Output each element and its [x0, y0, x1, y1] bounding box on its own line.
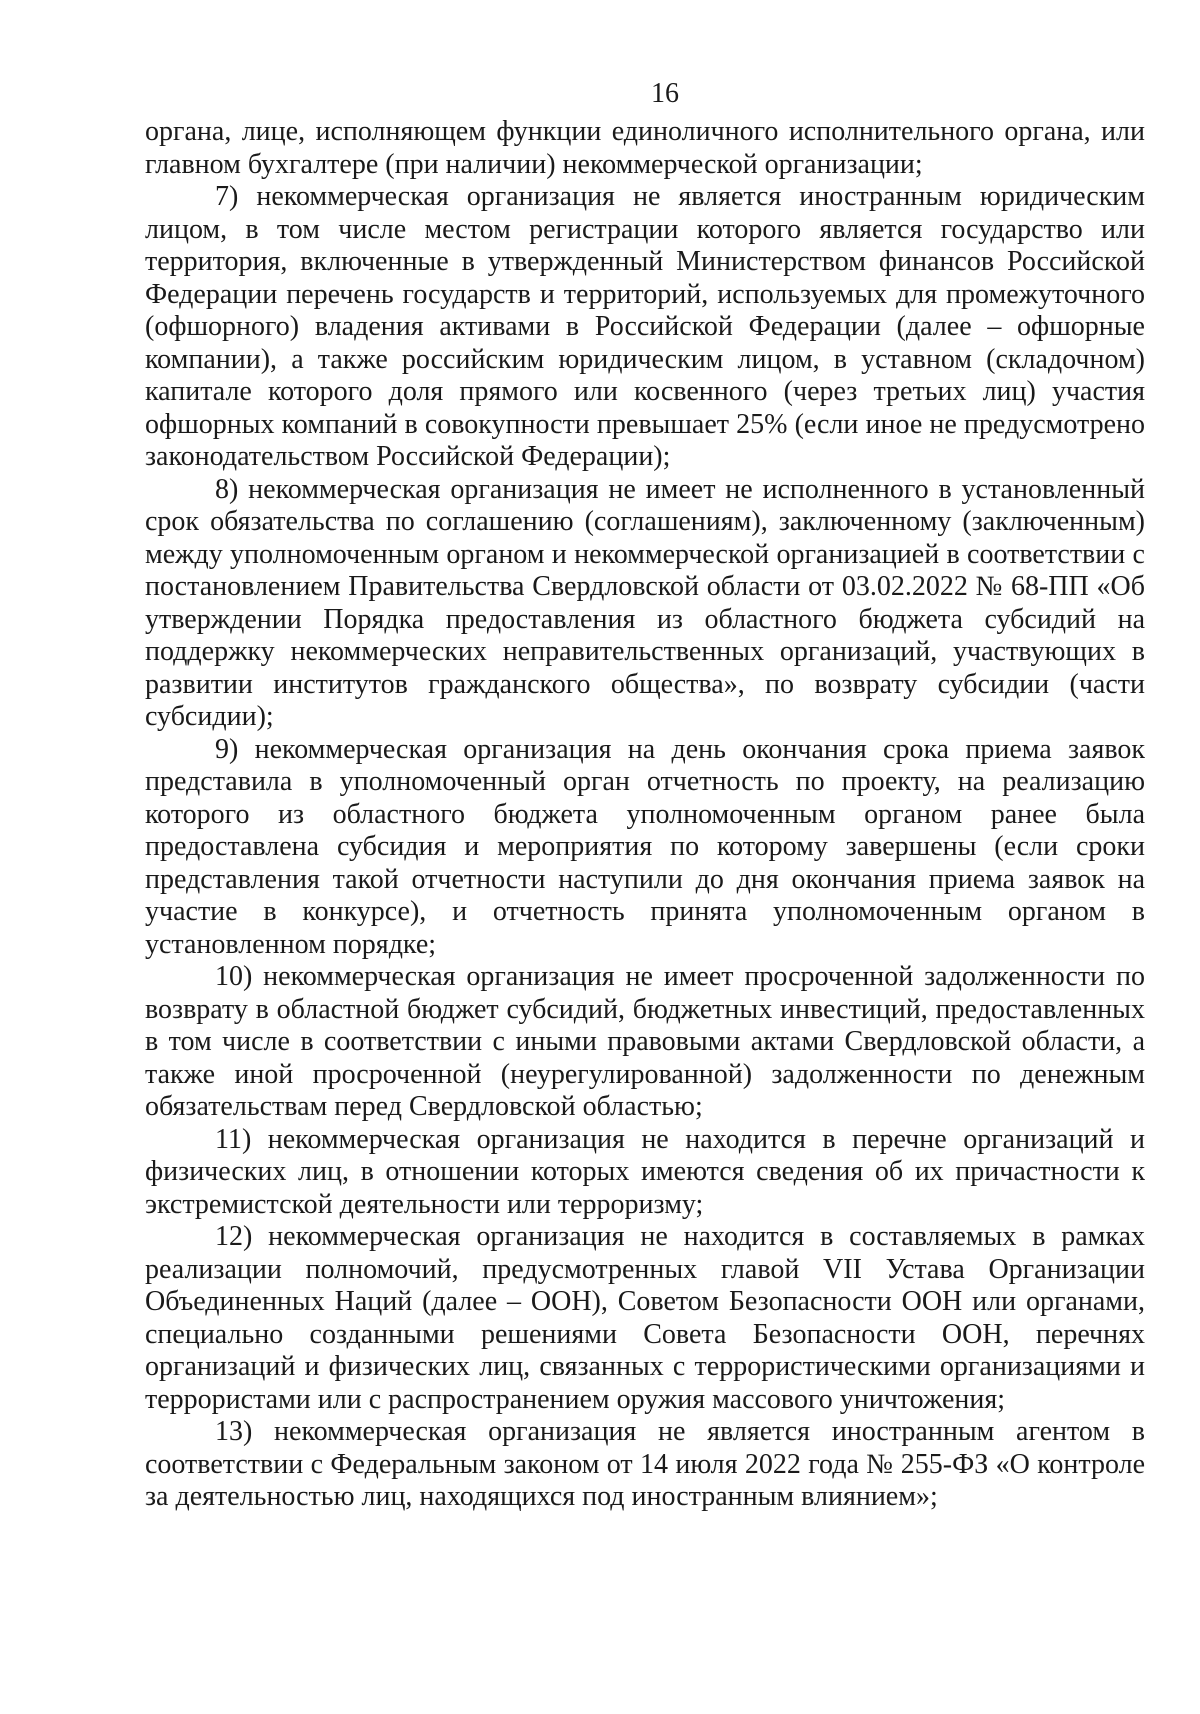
paragraph: 13) некоммерческая организация не является иностранным агентом в соответствии с Федеральным законом от 14 июля 2022 года № 255-ФЗ «О контроле за деятельностью лиц, находящихся под иностранным влиянием»; [145, 1416, 1145, 1512]
paragraph: органа, лице, исполняющем функции единоличного исполнительного органа, или главном бухгалтере (при наличии) некоммерческой организации; [145, 116, 1145, 180]
paragraph: 12) некоммерческая организация не находится в составляемых в рамках реализации полномочий, предусмотренных главой VII Устава Организации Объединенных Наций (далее – ООН), Советом Безопасности ООН или органами, специально созданными решениями Совета Безопасности ООН, перечнях организаций и физических лиц, связанных с террористическими организациями и террористами или с распространением оружия массового уничтожения; [145, 1221, 1145, 1415]
document-body [145, 116, 1145, 1514]
page-number: 16 [651, 78, 679, 109]
document-page [145, 78, 1145, 1514]
paragraph: 8) некоммерческая организация не имеет не исполненного в установленный срок обязательства по соглашению (соглашениям), заключенному (заключенным) между уполномоченным органом и некоммерческой организацией в соответствии с постановлением Правительства Свердловской области от 03.02.2022 № 68-ПП «Об утверждении Порядка предоставления из областного бюджета субсидий на поддержку некоммерческих неправительственных организаций, участвующих в развитии институтов гражданского общества», по возврату субсидии (части субсидии); [145, 473, 1145, 732]
paragraph: 7) некоммерческая организация не является иностранным юридическим лицом, в том числе местом регистрации которого является государство или территория, включенные в утвержденный Министерством финансов Российской Федерации перечень государств и территорий, используемых для промежуточного (офшорного) владения активами в Российской Федерации (далее – офшорные компании), а также российским юридическим лицом, в уставном (складочном) капитале которого доля прямого или косвенного (через третьих лиц) участия офшорных компаний в совокупности превышает 25% (если иное не предусмотрено законодательством Российской Федерации); [145, 181, 1145, 472]
paragraph: 9) некоммерческая организация на день окончания срока приема заявок представила в уполномоченный орган отчетность по проекту, на реализацию которого из областного бюджета уполномоченным органом ранее была предоставлена субсидия и мероприятия по которому завершены (если сроки представления такой отчетности наступили до дня окончания приема заявок на участие в конкурсе), и отчетность принята уполномоченным органом в установленном порядке; [145, 733, 1145, 960]
paragraph: 11) некоммерческая организация не находится в перечне организаций и физических лиц, в отношении которых имеются сведения об их причастности к экстремистской деятельности или терроризму; [145, 1123, 1145, 1220]
paragraph: 10) некоммерческая организация не имеет просроченной задолженности по возврату в областной бюджет субсидий, бюджетных инвестиций, предоставленных в том числе в соответствии с иными правовыми актами Свердловской области, а также иной просроченной (неурегулированной) задолженности по денежным обязательствам перед Свердловской областью; [145, 961, 1145, 1122]
